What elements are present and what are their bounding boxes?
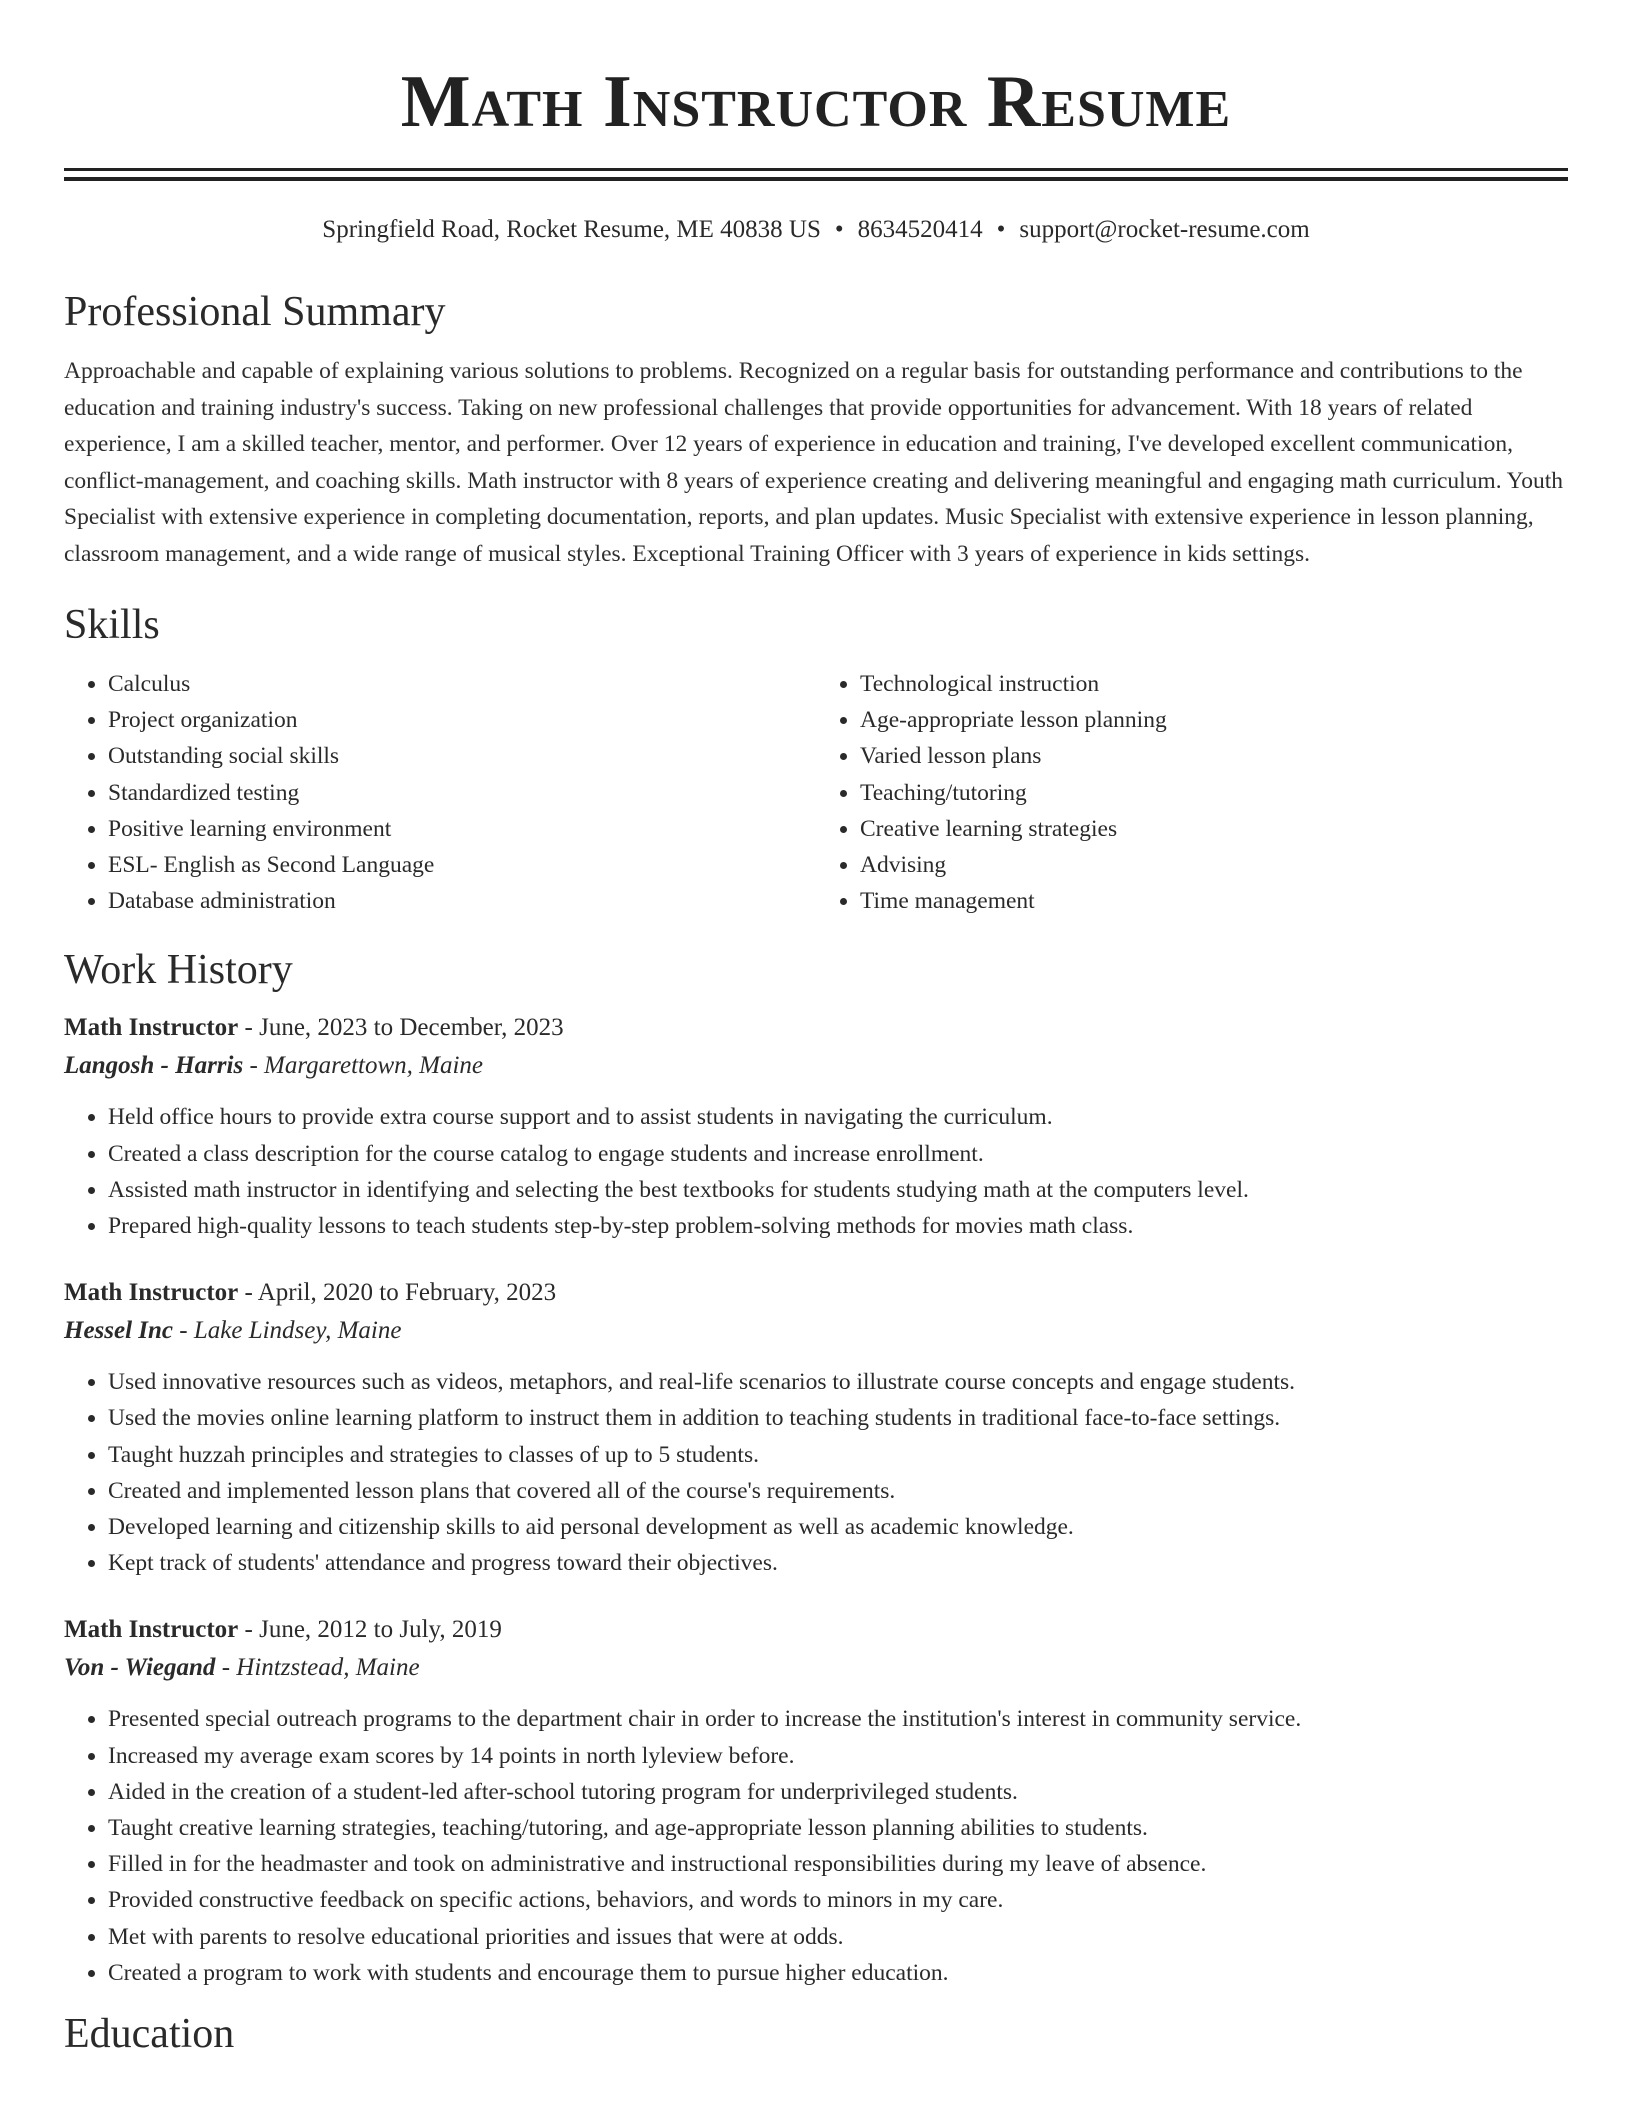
job-header: [64, 1274, 1568, 1312]
contact-email[interactable]: support@rocket-resume.com: [1019, 216, 1310, 243]
duty-item: • Presented special outreach programs to the department chair in order to increase the institution's interest in community service.: [108, 1701, 1568, 1737]
job-employer: [64, 1047, 1568, 1085]
job-title: Math Instructor: [64, 1279, 239, 1307]
skills-list: [64, 666, 1568, 919]
contact-line: [64, 215, 1568, 245]
skill-item: • Outstanding social skills: [108, 738, 816, 774]
skill-item: • Age-appropriate lesson planning: [860, 702, 1568, 738]
title-divider: [64, 168, 1568, 181]
duty-item: • Met with parents to resolve educational priorities and issues that were at odds.: [108, 1919, 1568, 1955]
duty-item: • Provided constructive feedback on specific actions, behaviors, and words to minors in my care.: [108, 1882, 1568, 1918]
skill-item: • Standardized testing: [108, 775, 816, 811]
skill-item: • ESL- English as Second Language: [108, 847, 816, 883]
skill-item: • Teaching/tutoring: [860, 775, 1568, 811]
job-dates: - April, 2020 to February, 2023: [238, 1279, 557, 1307]
job-entry: [64, 1611, 1568, 1991]
job-entry: [64, 1274, 1568, 1581]
duty-item: • Kept track of students' attendance and progress toward their objectives.: [108, 1545, 1568, 1581]
job-duties: [64, 1701, 1568, 1991]
duty-item: • Created a class description for the course catalog to engage students and increase enrollment.: [108, 1136, 1568, 1172]
skill-item: • Calculus: [108, 666, 816, 702]
duty-item: • Created a program to work with students and encourage them to pursue higher education.: [108, 1955, 1568, 1991]
job-title: Math Instructor: [64, 1014, 239, 1042]
summary-text: Approachable and capable of explaining various solutions to problems. Recognized on a regular basis for outstanding performance and contributions to the education and training industry's success. Taking on new professional challenges that provide opportunities for advancement. With 18 years of related experience, I am a skilled teacher, mentor, and performer. Over 12 years of experience in education and training, I've developed excellent communication, conflict-management, and coaching skills. Math instructor with 8 years of experience creating and delivering meaningful and engaging math curriculum. Youth Specialist with extensive experience in completing documentation, reports, and plan updates. Music Specialist with extensive experience in lesson planning, classroom management, and a wide range of musical styles. Exceptional Training Officer with 3 years of experience in kids settings.: [64, 358, 1563, 567]
job-dates: - June, 2012 to July, 2019: [238, 1616, 502, 1644]
duty-item: • Prepared high-quality lessons to teach students step-by-step problem-solving methods for movies math class.: [108, 1208, 1568, 1244]
skill-item: • Advising: [860, 847, 1568, 883]
duty-item: • Increased my average exam scores by 14 points in north lyleview before.: [108, 1738, 1568, 1774]
job-header: [64, 1009, 1568, 1047]
duty-item: • Created and implemented lesson plans that covered all of the course's requirements.: [108, 1473, 1568, 1509]
skills-column-left: [64, 666, 816, 919]
company-name: Langosh - Harris: [64, 1052, 244, 1080]
duty-item: • Used innovative resources such as videos, metaphors, and real-life scenarios to illustrate course concepts and engage students.: [108, 1364, 1568, 1400]
work-history-heading: Work History: [64, 947, 293, 994]
duty-item: • Developed learning and citizenship skills to aid personal development as well as academic knowledge.: [108, 1509, 1568, 1545]
skill-item: • Technological instruction: [860, 666, 1568, 702]
education-heading: Education: [64, 2011, 235, 2058]
duty-item: • Filled in for the headmaster and took on administrative and instructional responsibilities during my leave of absence.: [108, 1846, 1568, 1882]
job-entry: [64, 1009, 1568, 1244]
skill-item: • Database administration: [108, 883, 816, 919]
skill-item: • Project organization: [108, 702, 816, 738]
job-employer: [64, 1649, 1568, 1687]
summary-heading: Professional Summary: [64, 289, 446, 335]
skills-heading: Skills: [64, 602, 160, 648]
company-location: - Lake Lindsey, Maine: [173, 1317, 402, 1345]
job-duties: [64, 1099, 1568, 1244]
duty-item: • Taught huzzah principles and strategies to classes of up to 5 students.: [108, 1437, 1568, 1473]
contact-separator: •: [834, 216, 844, 243]
job-duties: [64, 1364, 1568, 1581]
resume-title: Math Instructor Resume: [400, 61, 1232, 143]
skill-item: • Creative learning strategies: [860, 811, 1568, 847]
company-name: Hessel Inc: [64, 1317, 174, 1345]
duty-item: • Held office hours to provide extra course support and to assist students in navigating the curriculum.: [108, 1099, 1568, 1135]
skill-item: • Positive learning environment: [108, 811, 816, 847]
skill-item: • Varied lesson plans: [860, 738, 1568, 774]
company-name: Von - Wiegand: [64, 1654, 216, 1682]
contact-phone[interactable]: 8634520414: [857, 216, 983, 243]
company-location: - Margarettown, Maine: [243, 1052, 484, 1080]
contact-separator: •: [996, 216, 1006, 243]
job-header: [64, 1611, 1568, 1649]
duty-item: • Taught creative learning strategies, teaching/tutoring, and age-appropriate lesson planning abilities to students.: [108, 1810, 1568, 1846]
duty-item: • Aided in the creation of a student-led after-school tutoring program for underprivileged students.: [108, 1774, 1568, 1810]
duty-item: • Assisted math instructor in identifying and selecting the best textbooks for students studying math at the computers level.: [108, 1172, 1568, 1208]
job-employer: [64, 1312, 1568, 1350]
skill-item: • Time management: [860, 883, 1568, 919]
skills-column-right: [816, 666, 1568, 919]
contact-address: Springfield Road, Rocket Resume, ME 40838 US: [322, 216, 821, 243]
job-dates: - June, 2023 to December, 2023: [238, 1014, 564, 1042]
duty-item: • Used the movies online learning platform to instruct them in addition to teaching students in traditional face-to-face settings.: [108, 1400, 1568, 1436]
job-title: Math Instructor: [64, 1616, 239, 1644]
company-location: - Hintzstead, Maine: [215, 1654, 420, 1682]
